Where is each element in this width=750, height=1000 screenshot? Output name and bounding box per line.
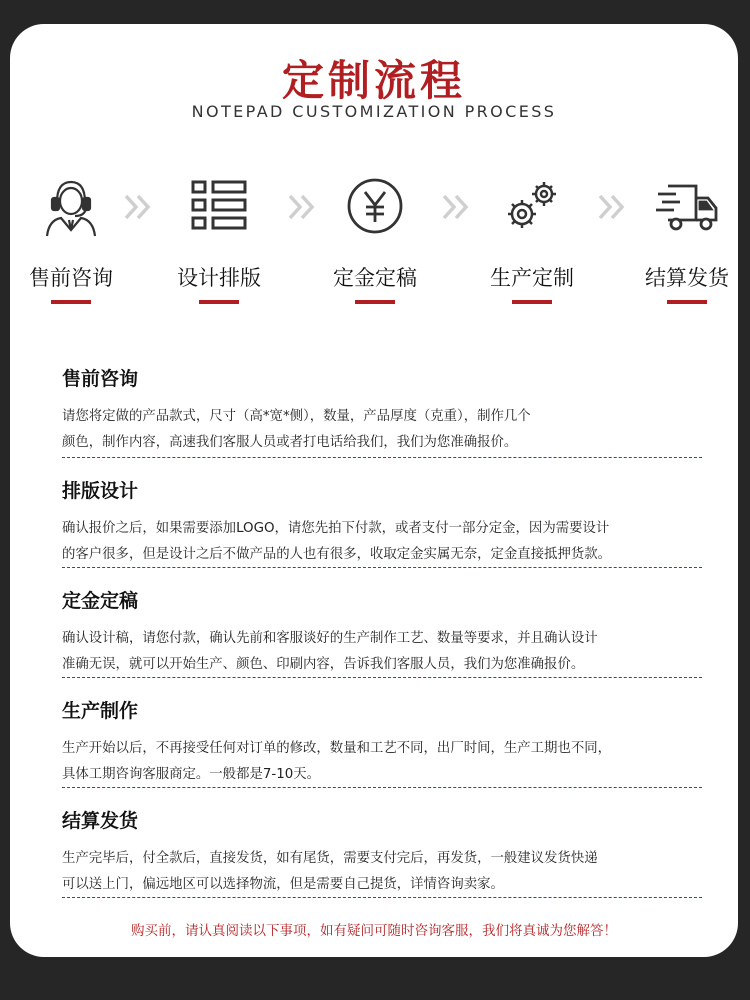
section-text-line: 的客户很多，但是设计之后不做产品的人也有很多，收取定金实属无奈，定金直接抵押货款。 bbox=[62, 547, 612, 562]
step-production bbox=[467, 174, 597, 304]
section-design-layout bbox=[62, 476, 702, 568]
dashed-divider bbox=[62, 457, 702, 458]
step-label: 售前咨询 bbox=[29, 266, 113, 290]
section-text-line: 准确无误，就可以开始生产、颜色、印刷内容，告诉我们客服人员，我们为您准确报价。 bbox=[62, 657, 585, 672]
section-text-line: 生产开始以后，不再接受任何对订单的修改，数量和工艺不同，出厂时间，生产工期也不同， bbox=[62, 741, 612, 756]
step-underline bbox=[51, 300, 91, 304]
section-text-line: 生产完毕后，付全款后，直接发货，如有尾货，需要支付完后，再发货，一般建议发货快递 bbox=[62, 851, 598, 866]
step-presale-consult bbox=[10, 174, 136, 304]
dashed-divider bbox=[62, 567, 702, 568]
step-settle-ship bbox=[622, 174, 738, 304]
layout-grid-icon bbox=[154, 174, 284, 238]
step-label: 定金定稿 bbox=[333, 266, 417, 290]
section-text-line: 可以送上门，偏远地区可以选择物流，但是需要自己提货，详情咨询卖家。 bbox=[62, 877, 504, 892]
yuan-coin-icon bbox=[310, 174, 440, 238]
page-title: 定制流程 bbox=[281, 56, 466, 105]
step-deposit-finalize bbox=[310, 174, 440, 304]
section-production bbox=[62, 696, 702, 788]
section-title: 定金定稿 bbox=[62, 590, 139, 612]
section-title: 排版设计 bbox=[62, 480, 139, 502]
chevron-right-icon bbox=[122, 192, 154, 222]
section-text-line: 颜色，制作内容，高速我们客服人员或者打电话给我们，我们为您准确报价。 bbox=[62, 435, 518, 450]
dashed-divider bbox=[62, 677, 702, 678]
section-title: 生产制作 bbox=[62, 700, 139, 722]
section-text-line: 确认报价之后，如果需要添加LOGO，请您先拍下付款，或者支付一部分定金，因为需要设计 bbox=[62, 521, 610, 536]
section-text-line: 请您将定做的产品款式，尺寸（高*宽*侧），数量，产品厚度（克重），制作几个 bbox=[62, 409, 531, 424]
gears-icon bbox=[467, 174, 597, 238]
section-presale-consult bbox=[62, 364, 702, 456]
step-label: 生产定制 bbox=[490, 266, 574, 290]
step-label: 设计排版 bbox=[177, 266, 261, 290]
section-settle-ship bbox=[62, 806, 702, 898]
process-card bbox=[10, 24, 738, 957]
page-subtitle: NOTEPAD CUSTOMIZATION PROCESS bbox=[191, 102, 557, 121]
section-title: 结算发货 bbox=[62, 810, 139, 832]
step-design-layout bbox=[154, 174, 284, 304]
footer-notice: 购买前，请认真阅读以下事项，如有疑问可随时咨询客服，我们将真诚为您解答！ bbox=[131, 923, 617, 939]
section-deposit-finalize bbox=[62, 586, 702, 678]
dashed-divider bbox=[62, 787, 702, 788]
section-title: 售前咨询 bbox=[62, 368, 139, 390]
step-underline bbox=[667, 300, 707, 304]
delivery-truck-icon bbox=[622, 174, 738, 238]
step-underline bbox=[355, 300, 395, 304]
headset-agent-icon bbox=[10, 174, 136, 238]
section-text-line: 确认设计稿，请您付款，确认先前和客服谈好的生产制作工艺、数量等要求，并且确认设计 bbox=[62, 631, 598, 646]
step-label: 结算发货 bbox=[645, 266, 729, 290]
section-text-line: 具体工期咨询客服商定。一般都是7-10天。 bbox=[62, 767, 321, 782]
step-underline bbox=[512, 300, 552, 304]
dashed-divider bbox=[62, 897, 702, 898]
step-underline bbox=[199, 300, 239, 304]
